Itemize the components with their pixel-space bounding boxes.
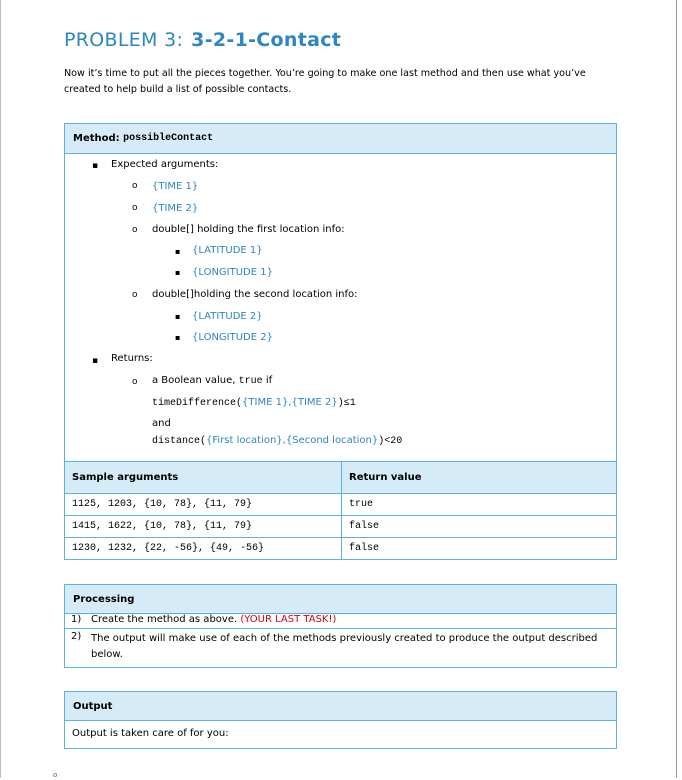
sample-return: false [342, 516, 617, 538]
step2-number: 2) [71, 631, 82, 642]
bullet-circle-icon: o [132, 290, 138, 300]
bullet-square-icon: ▪ [92, 161, 99, 171]
page-title [64, 29, 341, 51]
arg-longitude1: {LONGITUDE 1} [192, 267, 273, 278]
arg-time2: {TIME 2} [152, 203, 199, 214]
output-header: Output [65, 692, 616, 721]
bullet-square-icon: ▪ [175, 268, 181, 277]
sample-return: true [342, 494, 617, 516]
bullet-square-icon: ▪ [175, 312, 181, 321]
step1-number: 1) [71, 614, 82, 625]
title-prefix: PROBLEM 3: [64, 29, 184, 51]
sample-args: 1415, 1622, {10, 78}, {11, 79} [65, 516, 342, 538]
arg-location2: double[]holding the second location info: [152, 289, 358, 300]
time-difference-condition: timeDifference({TIME 1},{TIME 2})≤1 [152, 397, 356, 409]
returns-label: Returns: [111, 353, 153, 364]
method-label: Method: [73, 133, 120, 144]
processing-divider [64, 628, 617, 629]
processing-header: Processing [65, 585, 616, 614]
return-description: a Boolean value, true if [152, 375, 273, 387]
and-text: and [152, 418, 171, 429]
arg-location1: double[] holding the first location info: [152, 224, 345, 235]
method-header [65, 124, 616, 154]
output-box [64, 691, 617, 749]
bullet-circle-icon: o [132, 225, 138, 235]
step2-text: The output will make use of each of the methods previously created to produce the output described below. [91, 633, 598, 660]
sample-args: 1230, 1232, {22, -56}, {49, -56} [65, 538, 342, 560]
bullet-square-icon: ▪ [92, 356, 99, 366]
bullet-circle-icon: o [132, 203, 138, 213]
bullet-circle-icon: o [132, 181, 138, 191]
arg-longitude2: {LONGITUDE 2} [192, 332, 273, 343]
output-text: Output is taken care of for you: [72, 728, 229, 739]
distance-condition: distance({First location},{Second location})<20 [152, 435, 403, 447]
arg-time1: {TIME 1} [152, 181, 199, 192]
method-name: possibleContact [123, 133, 214, 144]
step1-text: Create the method as above. (YOUR LAST TASK!) [91, 614, 337, 625]
arg-latitude2: {LATITUDE 2} [192, 311, 263, 322]
table-header-row [65, 462, 617, 494]
arg-latitude1: {LATITUDE 1} [192, 245, 263, 256]
title-name: 3-2-1-Contact [191, 29, 342, 51]
bullet-circle-icon: o [132, 377, 138, 387]
sample-return: false [342, 538, 617, 560]
expected-args-label: Expected arguments: [111, 159, 219, 170]
header-sample-arguments: Sample arguments [65, 462, 342, 494]
sample-args: 1125, 1203, {10, 78}, {11, 79} [65, 494, 342, 516]
table-row [65, 538, 617, 560]
table-row [65, 516, 617, 538]
samples-table [64, 461, 617, 560]
table-row [65, 494, 617, 516]
intro-paragraph: Now it’s time to put all the pieces together. You’re going to make one last method and then use what you’ve created to help build a list of possible contacts. [64, 68, 586, 95]
header-return-value: Return value [342, 462, 617, 494]
footer-mark: o [53, 771, 58, 779]
bullet-square-icon: ▪ [175, 247, 181, 256]
bullet-square-icon: ▪ [175, 333, 181, 342]
